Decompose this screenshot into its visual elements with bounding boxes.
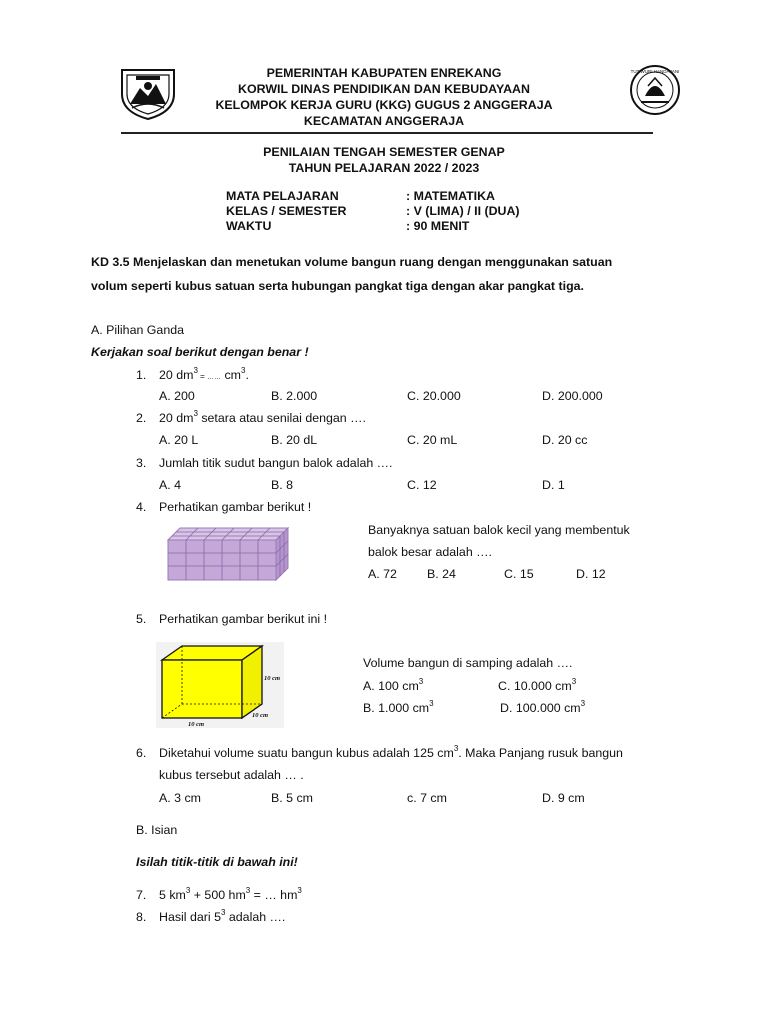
logo-motto: TUT WURI HANDAYANI bbox=[630, 69, 680, 74]
option-c[interactable]: C. 20.000 bbox=[407, 389, 461, 403]
option-a[interactable]: A. 72 bbox=[368, 567, 397, 581]
option-c[interactable]: C. 20 mL bbox=[407, 433, 458, 447]
info-label: MATA PELAJARAN bbox=[226, 189, 339, 203]
info-label: WAKTU bbox=[226, 219, 272, 233]
question-1-text: 20 $dm^3$ = …… $cm^3$. bbox=[159, 366, 249, 382]
exam-year: TAHUN PELAJARAN 2022 / 2023 bbox=[288, 161, 480, 175]
question-3-text: Jumlah titik sudut bangun balok adalah …. bbox=[159, 456, 393, 470]
section-a-instruction: Kerjakan soal berikut dengan benar ! bbox=[91, 345, 309, 359]
header-line-3: KELOMPOK KERJA GURU (KKG) GUGUS 2 ANGGERAJA bbox=[215, 98, 553, 112]
option-d[interactable]: D. 20 cc bbox=[542, 433, 588, 447]
option-d[interactable]: D. 1 bbox=[542, 478, 565, 492]
question-number: 6. bbox=[136, 746, 147, 760]
section-b-title: B. Isian bbox=[136, 823, 178, 837]
option-b[interactable]: B. 8 bbox=[271, 478, 294, 492]
question-number: 5. bbox=[136, 612, 147, 626]
option-c[interactable]: C. 12 bbox=[407, 478, 437, 492]
option-b[interactable]: B. 5 cm bbox=[271, 791, 313, 805]
option-a[interactable]: A. 20 L bbox=[159, 433, 199, 447]
question-number: 7. bbox=[136, 888, 147, 902]
kd-line-1: KD 3.5 Menjelaskan dan menetukan volume bangun ruang dengan menggunakan satuan bbox=[91, 255, 613, 269]
question-number: 3. bbox=[136, 456, 147, 470]
question-5-text: Perhatikan gambar berikut ini ! bbox=[159, 612, 328, 626]
question-2-text: 20 $dm^3$ setara atau senilai dengan …. bbox=[159, 409, 366, 425]
option-d[interactable]: D. 100.000 $cm^3$ bbox=[500, 699, 586, 715]
info-label: KELAS / SEMESTER bbox=[226, 204, 347, 218]
question-number: 8. bbox=[136, 910, 147, 924]
option-b[interactable]: B. 24 bbox=[427, 567, 456, 581]
option-c[interactable]: C. 10.000 $cm^3$ bbox=[498, 677, 577, 693]
question-4-side-2: balok besar adalah …. bbox=[368, 545, 492, 559]
question-8-text: Hasil dari $5^3$ adalah …. bbox=[159, 908, 286, 924]
unit-blocks-figure bbox=[164, 524, 294, 584]
cube-figure bbox=[156, 642, 284, 728]
option-d[interactable]: D. 12 bbox=[576, 567, 606, 581]
option-b[interactable]: B. 2.000 bbox=[271, 389, 318, 403]
option-c[interactable]: c. 7 cm bbox=[407, 791, 447, 805]
exam-title: PENILAIAN TENGAH SEMESTER GENAP bbox=[263, 145, 505, 159]
option-a[interactable]: A. 200 bbox=[159, 389, 195, 403]
question-5-side-1: Volume bangun di samping adalah …. bbox=[363, 656, 573, 670]
option-b[interactable]: B. 20 dL bbox=[271, 433, 318, 447]
section-a-title: A. Pilihan Ganda bbox=[91, 323, 184, 337]
option-c[interactable]: C. 15 bbox=[504, 567, 534, 581]
section-b-instruction: Isilah titik-titik di bawah ini! bbox=[136, 855, 298, 869]
question-number: 4. bbox=[136, 500, 147, 514]
cube-depth-label: 10 cm bbox=[252, 712, 269, 719]
header-line-4: KECAMATAN ANGGERAJA bbox=[303, 114, 465, 128]
question-6-line-1: Diketahui volume suatu bangun kubus adalah 125 $cm^3$. Maka Panjang rusuk bangun bbox=[159, 744, 623, 760]
question-6-line-2: kubus tersebut adalah … . bbox=[159, 768, 304, 782]
question-number: 2. bbox=[136, 411, 147, 425]
option-d[interactable]: D. 9 cm bbox=[542, 791, 585, 805]
question-number: 1. bbox=[136, 368, 147, 382]
info-value: : V (LIMA) / II (DUA) bbox=[406, 204, 520, 218]
cube-height-label: 10 cm bbox=[264, 675, 281, 682]
info-value: : 90 MENIT bbox=[406, 219, 470, 233]
header-divider bbox=[121, 132, 653, 134]
question-7-text: 5 $km^3 + 500$ $hm^3$ = … $hm^3$ bbox=[159, 886, 302, 902]
option-a[interactable]: A. 4 bbox=[159, 478, 182, 492]
kd-line-2: volum seperti kubus satuan serta hubungan pangkat tiga dengan akar pangkat tiga. bbox=[91, 279, 584, 293]
header-line-1: PEMERINTAH KABUPATEN ENREKANG bbox=[266, 66, 502, 80]
question-4-side-1: Banyaknya satuan balok kecil yang membentuk bbox=[368, 523, 630, 537]
question-4-text: Perhatikan gambar berikut ! bbox=[159, 500, 312, 514]
option-a[interactable]: A. 100 $cm^3$ bbox=[363, 677, 424, 693]
header-line-2: KORWIL DINAS PENDIDIKAN DAN KEBUDAYAAN bbox=[238, 82, 530, 96]
option-d[interactable]: D. 200.000 bbox=[542, 389, 603, 403]
option-b[interactable]: B. 1.000 $cm^3$ bbox=[363, 699, 434, 715]
cube-width-label: 10 cm bbox=[188, 721, 205, 728]
info-value: : MATEMATIKA bbox=[406, 189, 496, 203]
option-a[interactable]: A. 3 cm bbox=[159, 791, 201, 805]
